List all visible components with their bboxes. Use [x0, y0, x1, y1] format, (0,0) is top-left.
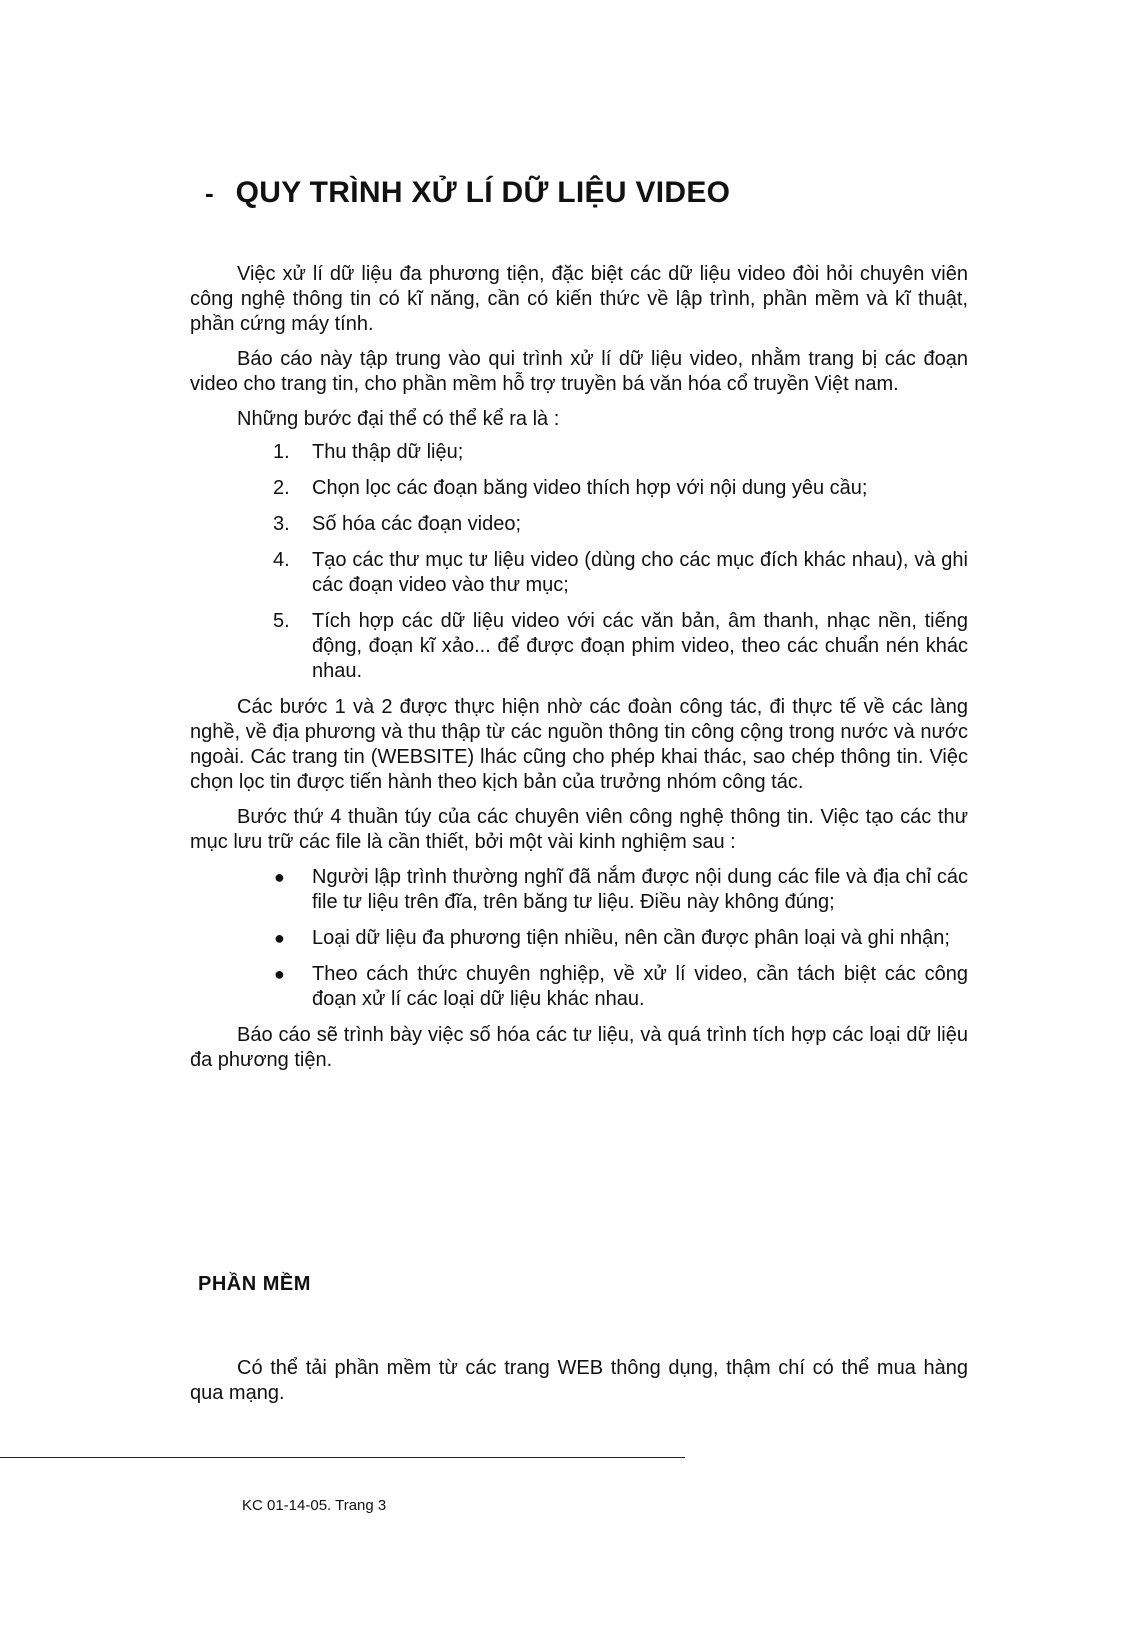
- bullet-icon: ●: [274, 964, 285, 984]
- title-dash: -: [205, 178, 214, 208]
- main-body: [190, 262, 968, 1083]
- section-paragraph: Có thể tải phần mềm từ các trang WEB thông dụng, thậm chí có thể mua hàng qua mạng.: [190, 1357, 968, 1404]
- list-item: [190, 865, 968, 915]
- list-item: [190, 548, 968, 598]
- step-text: Số hóa các đoạn video;: [312, 513, 522, 535]
- title-row: [205, 176, 730, 210]
- list-item: [190, 962, 968, 1012]
- step-text: Thu thập dữ liệu;: [312, 441, 464, 463]
- list-item: [190, 440, 968, 465]
- bullet-text: Người lập trình thường nghĩ đã nắm được nội dung các file và địa chỉ các file tư liệu trên đĩa, trên băng tư liệu. Điều này không đúng;: [312, 866, 968, 913]
- step-text: Chọn lọc các đoạn băng video thích hợp với nội dung yêu cầu;: [312, 477, 868, 499]
- bullet-text: Theo cách thức chuyên nghiệp, về xử lí video, cần tách biệt các công đoạn xử lí các loại dữ liệu khác nhau.: [312, 963, 968, 1010]
- step-number: 4.: [273, 549, 290, 571]
- list-item: [190, 512, 968, 537]
- step-number: 3.: [273, 513, 290, 535]
- section-body: [190, 1356, 968, 1416]
- step-number: 5.: [273, 610, 290, 632]
- list-item: [190, 926, 968, 951]
- footer-divider: [0, 1457, 685, 1458]
- page-title: QUY TRÌNH XỬ LÍ DỮ LIỆU VIDEO: [235, 176, 731, 209]
- section-heading: PHẦN MỀM: [198, 1273, 311, 1295]
- intro-paragraph: Những bước đại thể có thể kể ra là :: [237, 408, 560, 430]
- bullet-icon: ●: [274, 867, 285, 887]
- bullet-text: Loại dữ liệu đa phương tiện nhiều, nên cần được phân loại và ghi nhận;: [312, 927, 950, 949]
- intro-paragraph: Báo cáo này tập trung vào qui trình xử lí dữ liệu video, nhằm trang bị các đoạn video cho trang tin, cho phần mềm hỗ trợ truyền bá văn hóa cổ truyền Việt nam.: [190, 348, 968, 395]
- body-paragraph: Bước thứ 4 thuần túy của các chuyên viên công nghệ thông tin. Việc tạo các thư mục lưu trữ các file là cần thiết, bởi một vài kinh nghiệm sau :: [190, 806, 968, 853]
- bullet-icon: ●: [274, 928, 285, 948]
- body-paragraph: Các bước 1 và 2 được thực hiện nhờ các đoàn công tác, đi thực tế về các làng nghề, về địa phương và thu thập từ các nguồn thông tin công cộng trong nước và nước ngoài. Các trang tin (WEBSITE) lhác cũng cho phép khai thác, sao chép thông tin. Việc chọn lọc tin được tiến hành theo kịch bản của trưởng nhóm công tác.: [190, 696, 968, 793]
- list-item: [190, 476, 968, 501]
- intro-paragraph: Việc xử lí dữ liệu đa phương tiện, đặc biệt các dữ liệu video đòi hỏi chuyên viên công nghệ thông tin có kĩ năng, cần có kiến thức về lập trình, phần mềm và kĩ thuật, phần cứng máy tính.: [190, 263, 968, 335]
- step-number: 1.: [273, 441, 290, 463]
- bullet-list: [190, 865, 968, 1012]
- page-footer: KC 01-14-05. Trang 3: [242, 1497, 387, 1514]
- list-item: [190, 609, 968, 684]
- steps-list: [190, 440, 968, 684]
- step-text: Tích hợp các dữ liệu video với các văn bản, âm thanh, nhạc nền, tiếng động, đoạn kĩ xảo... để được đoạn phim video, theo các chuẩn nén khác nhau.: [312, 610, 968, 682]
- closing-paragraph: Báo cáo sẽ trình bày việc số hóa các tư liệu, và quá trình tích hợp các loại dữ liệu đa phương tiện.: [190, 1024, 968, 1071]
- step-text: Tạo các thư mục tư liệu video (dùng cho các mục đích khác nhau), và ghi các đoạn video vào thư mục;: [312, 549, 968, 596]
- step-number: 2.: [273, 477, 290, 499]
